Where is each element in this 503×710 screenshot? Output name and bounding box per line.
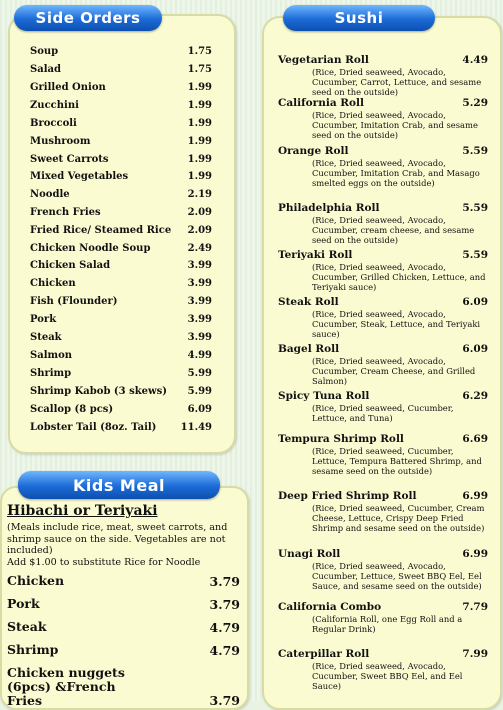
sushi-banner: Sushi bbox=[283, 5, 435, 31]
kids-meal-name: Steak bbox=[7, 619, 47, 634]
kids-meal-substitute-note: Add $1.00 to substitute Rice for Noodle bbox=[7, 556, 201, 568]
side-order-price: 2.09 bbox=[187, 207, 212, 218]
side-order-name: Shrimp bbox=[30, 368, 72, 379]
sushi-item-description: (Rice, Dried seaweed, Avocado, Cucumber, Steak, Lettuce, and Teriyaki sauce) bbox=[312, 309, 481, 339]
sushi-item-name: California Combo bbox=[278, 601, 382, 613]
sushi-item-description: (Rice, Dried seaweed, Avocado, Cucumber, Grilled Chicken, Lettuce, and Teriyaki sauce) bbox=[312, 262, 486, 292]
sushi-item-header bbox=[278, 296, 488, 308]
sushi-item-price: 5.59 bbox=[462, 145, 488, 157]
kids-meal-name: Chicken nuggets (6pcs) &French Fries bbox=[7, 665, 125, 708]
sushi-item bbox=[278, 202, 488, 245]
side-order-name: Chicken Salad bbox=[30, 260, 111, 271]
side-order-price: 2.09 bbox=[187, 225, 212, 236]
side-order-name: Noodle bbox=[30, 189, 70, 200]
side-order-row bbox=[30, 314, 212, 325]
sushi-item bbox=[278, 54, 488, 97]
side-order-name: French Fries bbox=[30, 207, 101, 218]
sushi-item-description: (Rice, Dried seaweed, Avocado, Cucumber, Carrot, Lettuce, and sesame seed on the outside) bbox=[312, 67, 482, 97]
sushi-item-price: 6.09 bbox=[462, 296, 488, 308]
side-order-row bbox=[30, 64, 212, 75]
side-order-row bbox=[30, 350, 212, 361]
side-order-name: Chicken bbox=[30, 278, 76, 289]
sushi-item-description: (California Roll, one Egg Roll and a Regular Drink) bbox=[312, 614, 463, 634]
side-order-price: 3.99 bbox=[187, 314, 212, 325]
sushi-item-header bbox=[278, 343, 488, 355]
side-order-row bbox=[30, 278, 212, 289]
side-order-row bbox=[30, 368, 212, 379]
kids-meal-row bbox=[7, 643, 240, 658]
side-order-name: Grilled Onion bbox=[30, 82, 106, 93]
kids-meal-price: 3.79 bbox=[209, 574, 240, 589]
kids-meal-name: Pork bbox=[7, 596, 40, 611]
side-order-price: 4.99 bbox=[187, 350, 212, 361]
side-order-name: Chicken Noodle Soup bbox=[30, 243, 151, 254]
sushi-item bbox=[278, 145, 488, 188]
sushi-item-description: (Rice, Dried seaweed, Avocado, Cucumber, Cream Cheese, and Grilled Salmon) bbox=[312, 356, 476, 386]
sushi-item-description: (Rice, Dried seaweed, Cucumber, Lettuce, Tempura Battered Shrimp, and sesame seed on the outside) bbox=[312, 446, 482, 476]
side-order-row bbox=[30, 136, 212, 147]
kids-meal-heading: Hibachi or Teriyaki bbox=[7, 503, 158, 519]
kids-meal-price: 4.79 bbox=[209, 620, 240, 635]
sushi-item-price: 6.99 bbox=[462, 548, 488, 560]
kids-meal-note bbox=[7, 522, 241, 568]
sushi-item-header bbox=[278, 648, 488, 660]
side-order-name: Mixed Vegetables bbox=[30, 171, 129, 182]
side-order-price: 1.99 bbox=[187, 171, 212, 182]
sushi-item-description: (Rice, Dried seaweed, Cucumber, Cream Cheese, Lettuce, Crispy Deep Fried Shrimp and sesame seed on the outside) bbox=[312, 503, 485, 533]
sushi-item-name: Vegetarian Roll bbox=[278, 54, 369, 66]
side-order-name: Scallop (8 pcs) bbox=[30, 404, 114, 415]
sushi-item bbox=[278, 390, 488, 423]
kids-meal-price: 3.79 bbox=[209, 597, 240, 612]
kids-meal-banner: Kids Meal bbox=[18, 471, 220, 499]
side-order-name: Lobster Tail (8oz. Tail) bbox=[30, 422, 157, 433]
side-order-row bbox=[30, 404, 212, 415]
sushi-item-price: 6.99 bbox=[462, 490, 488, 502]
sushi-item-price: 5.59 bbox=[462, 249, 488, 261]
side-order-row bbox=[30, 243, 212, 254]
sushi-item-price: 7.99 bbox=[462, 648, 488, 660]
side-order-row bbox=[30, 332, 212, 343]
side-order-price: 6.09 bbox=[187, 404, 212, 415]
side-order-row bbox=[30, 171, 212, 182]
sushi-item-name: Caterpillar Roll bbox=[278, 648, 370, 660]
side-order-row bbox=[30, 189, 212, 200]
side-order-name: Fish (Flounder) bbox=[30, 296, 118, 307]
side-order-price: 3.99 bbox=[187, 260, 212, 271]
side-order-name: Steak bbox=[30, 332, 62, 343]
side-order-row bbox=[30, 82, 212, 93]
sushi-item-name: Bagel Roll bbox=[278, 343, 340, 355]
side-order-row bbox=[30, 46, 212, 57]
side-order-name: Shrimp Kabob (3 skews) bbox=[30, 386, 167, 397]
sushi-item-price: 6.09 bbox=[462, 343, 488, 355]
sushi-item-name: Deep Fried Shrimp Roll bbox=[278, 490, 417, 502]
side-orders-banner: Side Orders bbox=[14, 5, 162, 31]
sushi-item-price: 6.29 bbox=[462, 390, 488, 402]
side-order-price: 1.75 bbox=[187, 64, 212, 75]
sushi-item-header bbox=[278, 97, 488, 109]
sushi-item-name: Tempura Shrimp Roll bbox=[278, 433, 404, 445]
side-order-row bbox=[30, 225, 212, 236]
sushi-item-description: (Rice, Dried seaweed, Avocado, Cucumber, Imitation Crab, and Masago smelted eggs on the outside) bbox=[312, 158, 480, 188]
side-order-price: 1.99 bbox=[187, 82, 212, 93]
sushi-item-header bbox=[278, 54, 488, 66]
sushi-item-description: (Rice, Dried seaweed, Avocado, Cucumber, Sweet BBQ Eel, and Eel Sauce) bbox=[312, 661, 463, 691]
sushi-item bbox=[278, 490, 488, 533]
sushi-item-name: Teriyaki Roll bbox=[278, 249, 353, 261]
side-order-name: Salmon bbox=[30, 350, 73, 361]
side-order-price: 5.99 bbox=[187, 386, 212, 397]
kids-meal-price: 4.79 bbox=[209, 643, 240, 658]
side-order-row bbox=[30, 207, 212, 218]
sushi-item-header bbox=[278, 202, 488, 214]
sushi-item-header bbox=[278, 433, 488, 445]
sushi-item bbox=[278, 296, 488, 339]
sushi-item-description: (Rice, Dried seaweed, Avocado, Cucumber, cream cheese, and sesame seed on the outside) bbox=[312, 215, 475, 245]
sushi-item bbox=[278, 249, 488, 292]
sushi-item-header bbox=[278, 601, 488, 613]
sushi-item bbox=[278, 601, 488, 634]
side-order-price: 3.99 bbox=[187, 296, 212, 307]
side-order-name: Fried Rice/ Steamed Rice bbox=[30, 225, 172, 236]
sushi-item-header bbox=[278, 249, 488, 261]
side-order-price: 1.99 bbox=[187, 100, 212, 111]
sushi-item bbox=[278, 433, 488, 476]
kids-meal-note-text: (Meals include rice, meat, sweet carrots, and shrimp sauce on the side. Vegetables are not included) bbox=[7, 522, 228, 556]
sushi-item-price: 6.69 bbox=[462, 433, 488, 445]
sushi-item-price: 5.59 bbox=[462, 202, 488, 214]
sushi-item-name: Philadelphia Roll bbox=[278, 202, 380, 214]
kids-meal-row bbox=[7, 666, 240, 708]
sushi-item-name: California Roll bbox=[278, 97, 364, 109]
sushi-item-name: Orange Roll bbox=[278, 145, 349, 157]
side-order-name: Zucchini bbox=[30, 100, 79, 111]
side-order-row bbox=[30, 386, 212, 397]
side-order-price: 5.99 bbox=[187, 368, 212, 379]
kids-meal-row bbox=[7, 597, 240, 612]
side-order-price: 2.49 bbox=[187, 243, 212, 254]
sushi-item-header bbox=[278, 490, 488, 502]
sushi-item-price: 7.79 bbox=[462, 601, 488, 613]
side-order-price: 11.49 bbox=[180, 422, 212, 433]
sushi-item-header bbox=[278, 390, 488, 402]
kids-meal-name: Chicken bbox=[7, 573, 65, 588]
sushi-item-name: Spicy Tuna Roll bbox=[278, 390, 370, 402]
side-order-row bbox=[30, 422, 212, 433]
side-order-price: 3.99 bbox=[187, 278, 212, 289]
side-order-row bbox=[30, 100, 212, 111]
sushi-item bbox=[278, 648, 488, 691]
side-order-row bbox=[30, 260, 212, 271]
sushi-item-description: (Rice, Dried seaweed, Avocado, Cucumber, Imitation Crab, and sesame seed on the outside) bbox=[312, 110, 478, 140]
side-order-name: Broccoli bbox=[30, 118, 77, 129]
side-order-name: Sweet Carrots bbox=[30, 154, 109, 165]
sushi-item bbox=[278, 343, 488, 386]
sushi-item-price: 4.49 bbox=[462, 54, 488, 66]
side-order-row bbox=[30, 118, 212, 129]
kids-meal-price: 3.79 bbox=[209, 693, 240, 708]
sushi-item-header bbox=[278, 548, 488, 560]
side-order-price: 1.75 bbox=[187, 46, 212, 57]
side-order-price: 1.99 bbox=[187, 136, 212, 147]
sushi-item-description: (Rice, Dried seaweed, Cucumber, Lettuce, and Tuna) bbox=[312, 403, 454, 423]
side-order-price: 3.99 bbox=[187, 332, 212, 343]
side-order-row bbox=[30, 296, 212, 307]
kids-meal-row bbox=[7, 620, 240, 635]
sushi-item bbox=[278, 97, 488, 140]
sushi-item-name: Unagi Roll bbox=[278, 548, 341, 560]
sushi-item-header bbox=[278, 145, 488, 157]
side-order-name: Pork bbox=[30, 314, 57, 325]
sushi-item-price: 5.29 bbox=[462, 97, 488, 109]
sushi-item-description: (Rice, Dried seaweed, Avocado, Cucumber, Lettuce, Sweet BBQ Eel, Eel Sauce, and sesame seed on the outside) bbox=[312, 561, 482, 591]
kids-meal-row bbox=[7, 574, 240, 589]
kids-meal-name: Shrimp bbox=[7, 642, 59, 657]
side-order-name: Soup bbox=[30, 46, 59, 57]
side-order-price: 2.19 bbox=[187, 189, 212, 200]
side-order-price: 1.99 bbox=[187, 118, 212, 129]
side-order-name: Mushroom bbox=[30, 136, 91, 147]
side-order-name: Salad bbox=[30, 64, 61, 75]
side-order-price: 1.99 bbox=[187, 154, 212, 165]
side-order-row bbox=[30, 154, 212, 165]
sushi-item bbox=[278, 548, 488, 591]
sushi-item-name: Steak Roll bbox=[278, 296, 339, 308]
